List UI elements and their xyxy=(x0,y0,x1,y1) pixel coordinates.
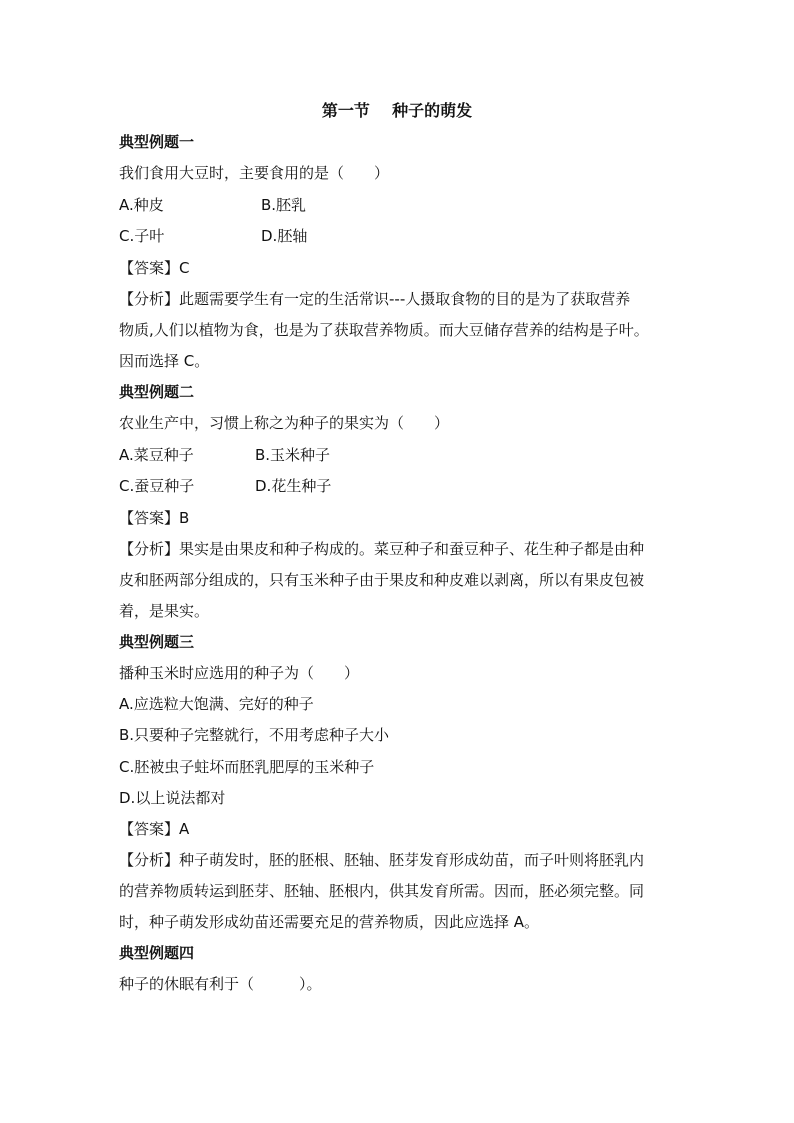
example-2-question: 农业生产中，习惯上称之为种子的果实为（ ） xyxy=(119,414,450,432)
option-c: C.子叶 xyxy=(119,227,165,245)
example-2-analysis-line-1: 【分析】果实是由果皮和种子构成的。菜豆种子和蚕豆种子、花生种子都是由种 xyxy=(119,540,645,558)
example-1-options-row-2 xyxy=(119,225,307,247)
example-1-options-row-1 xyxy=(119,194,306,216)
example-1-analysis-line-3: 因而选择 C。 xyxy=(119,352,210,370)
example-2-analysis-line-2: 皮和胚两部分组成的，只有玉米种子由于果皮和种皮难以剥离，所以有果皮包被 xyxy=(119,571,645,589)
example-2-options-row-2 xyxy=(119,475,331,497)
example-2-analysis-line-3: 着，是果实。 xyxy=(119,602,210,620)
example-2-answer: 【答案】B xyxy=(119,509,190,527)
example-3-heading: 典型例题三 xyxy=(119,633,195,651)
example-3-analysis-line-3: 时，种子萌发形成幼苗还需要充足的营养物质，因此应选择 A。 xyxy=(119,913,540,931)
example-3-analysis-line-2: 的营养物质转运到胚芽、胚轴、胚根内，供其发育所需。因而，胚必须完整。同 xyxy=(119,882,645,900)
option-b: B.胚乳 xyxy=(261,196,307,214)
example-3-analysis-line-1: 【分析】种子萌发时，胚的胚根、胚轴、胚芽发育形成幼苗，而子叶则将胚乳内 xyxy=(119,851,645,869)
example-2-options-row-1 xyxy=(119,444,330,466)
option-c: C.蚕豆种子 xyxy=(119,477,195,495)
example-1-answer: 【答案】C xyxy=(119,259,190,277)
example-4-heading: 典型例题四 xyxy=(119,944,195,962)
example-3-option-b: B.只要种子完整就行，不用考虑种子大小 xyxy=(119,726,390,744)
example-3-answer: 【答案】A xyxy=(119,820,190,838)
example-2-heading: 典型例题二 xyxy=(119,383,195,401)
example-1-analysis-line-2: 物质,人们以植物为食，也是为了获取营养物质。而大豆储存营养的结构是子叶。 xyxy=(119,321,649,339)
example-1-analysis-line-1: 【分析】此题需要学生有一定的生活常识---人摄取食物的目的是为了获取营养 xyxy=(119,290,631,308)
option-d: D.花生种子 xyxy=(255,477,332,495)
option-a: A.种皮 xyxy=(119,196,164,214)
option-a: A.菜豆种子 xyxy=(119,446,194,464)
example-1-heading: 典型例题一 xyxy=(119,133,195,151)
option-b: B.玉米种子 xyxy=(255,446,331,464)
option-d: D.胚轴 xyxy=(261,227,308,245)
example-3-option-d: D.以上说法都对 xyxy=(119,789,226,807)
example-3-option-c: C.胚被虫子蛀坏而胚乳肥厚的玉米种子 xyxy=(119,758,375,776)
example-3-option-a: A.应选粒大饱满、完好的种子 xyxy=(119,695,314,713)
example-3-question: 播种玉米时应选用的种子为（ ） xyxy=(119,664,360,682)
example-1-question: 我们食用大豆时，主要食用的是（ ） xyxy=(119,164,390,182)
example-4-question: 种子的休眠有利于（ ）。 xyxy=(119,975,322,993)
page-title: 第一节 种子的萌发 xyxy=(321,101,473,120)
